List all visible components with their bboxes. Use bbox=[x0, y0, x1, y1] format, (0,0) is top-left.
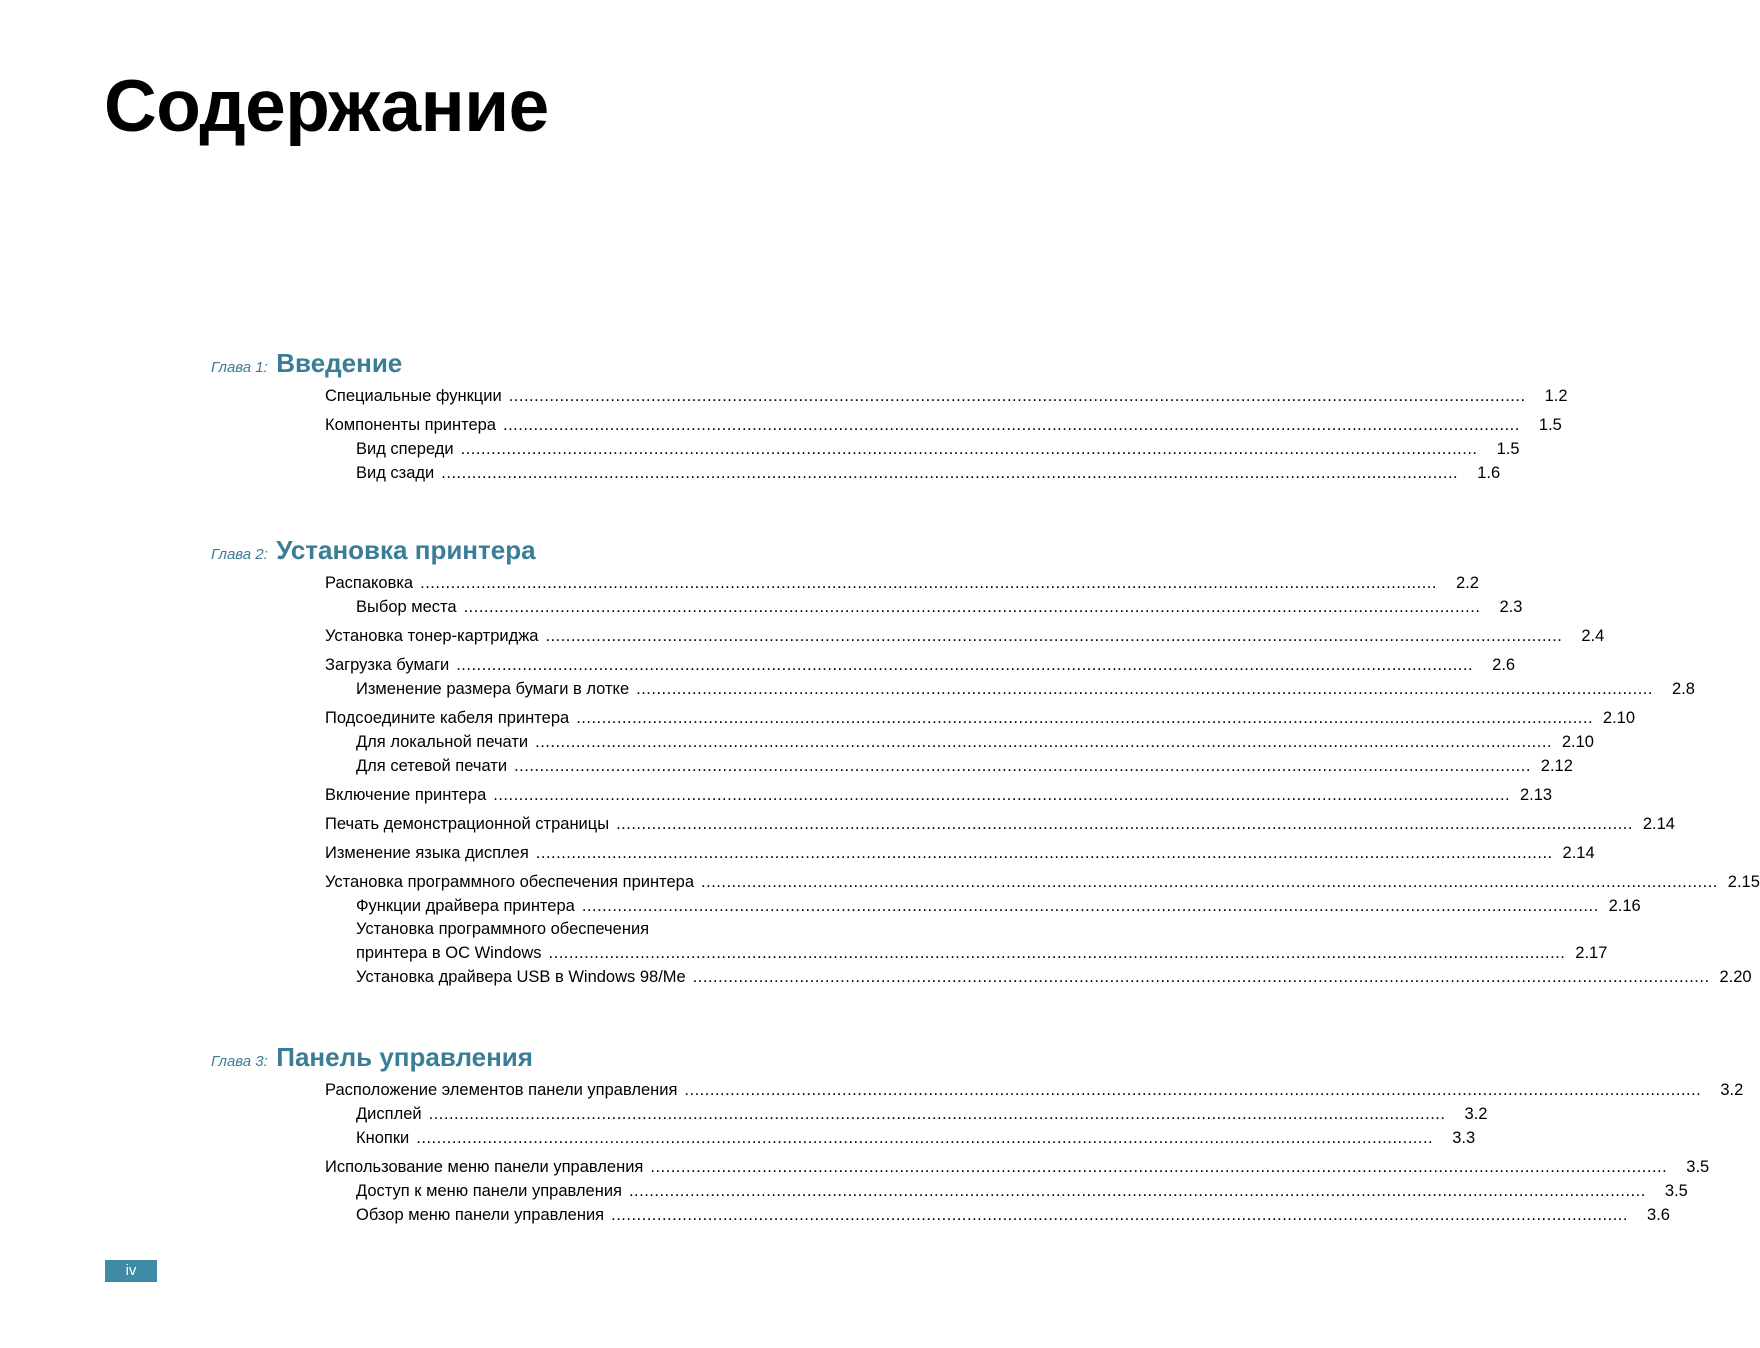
chapter-heading bbox=[211, 1042, 838, 1078]
toc-entry-page: 1.5 bbox=[1496, 440, 1520, 458]
chapter-title[interactable]: Введение bbox=[276, 348, 403, 378]
dot-leader: ........................................................................................................................................................................................................ bbox=[636, 680, 1653, 698]
toc-entry-page: 3.2 bbox=[1464, 1105, 1488, 1123]
toc-entry-title: Компоненты принтера bbox=[325, 416, 496, 434]
toc-entry-title: Включение принтера bbox=[325, 786, 487, 804]
dot-leader: ........................................................................................................................................................................................................ bbox=[420, 574, 1437, 592]
dot-leader: ........................................................................................................................................................................................................ bbox=[581, 897, 1599, 915]
toc-subentry[interactable] bbox=[211, 677, 1695, 701]
chapter-heading bbox=[211, 348, 838, 384]
toc-entry-title: Специальные функции bbox=[325, 387, 502, 405]
dot-leader: ........................................................................................................................................................................................................ bbox=[428, 1105, 1446, 1123]
toc-entry[interactable] bbox=[211, 571, 1479, 595]
chapter-2 bbox=[211, 535, 1760, 994]
toc-entry-title: Печать демонстрационной страницы bbox=[325, 815, 610, 833]
dot-leader: ........................................................................................................................................................................................................ bbox=[545, 627, 1563, 645]
toc-entry-page: 3.5 bbox=[1664, 1182, 1688, 1200]
toc-entry[interactable] bbox=[211, 624, 1605, 648]
chapter-heading bbox=[211, 535, 838, 571]
toc-entry-title: принтера в ОС Windows bbox=[356, 944, 542, 962]
dot-leader: ........................................................................................................................................................................................................ bbox=[503, 416, 1520, 434]
toc-entry-title: Доступ к меню панели управления bbox=[356, 1182, 622, 1200]
toc-entry-title: Дисплей bbox=[356, 1105, 422, 1123]
toc-entry-title: Загрузка бумаги bbox=[325, 656, 450, 674]
chapter-3 bbox=[211, 1042, 1744, 1232]
toc-subentry[interactable] bbox=[211, 730, 1594, 754]
chapter-title[interactable]: Панель управления bbox=[276, 1042, 533, 1072]
dot-leader: ........................................................................................................................................................................................................ bbox=[611, 1206, 1628, 1224]
dot-leader: ........................................................................................................................................................................................................ bbox=[692, 968, 1710, 986]
dot-leader: ........................................................................................................................................................................................................ bbox=[684, 1081, 1702, 1099]
toc-subentry[interactable] bbox=[211, 1203, 1670, 1227]
dot-leader: ........................................................................................................................................................................................................ bbox=[460, 440, 1478, 458]
dot-leader: ........................................................................................................................................................................................................ bbox=[548, 944, 1566, 962]
toc-entry-page: 3.3 bbox=[1452, 1129, 1476, 1147]
dot-leader: ........................................................................................................................................................................................................ bbox=[493, 786, 1511, 804]
toc-entry-page: 2.13 bbox=[1520, 786, 1553, 804]
toc-entry[interactable] bbox=[211, 384, 1568, 408]
toc-subentry[interactable] bbox=[211, 754, 1573, 778]
toc-entry-title: Установка драйвера USB в Windows 98/Me bbox=[356, 968, 686, 986]
dot-leader: ........................................................................................................................................................................................................ bbox=[576, 709, 1594, 727]
toc-subentry[interactable] bbox=[211, 1179, 1688, 1203]
toc-entry[interactable] bbox=[211, 841, 1595, 865]
chapter-label: Глава 3: bbox=[211, 1053, 268, 1070]
toc-entry[interactable] bbox=[211, 653, 1516, 677]
toc-entry-page: 1.5 bbox=[1538, 416, 1562, 434]
toc-entry-title: Использование меню панели управления bbox=[325, 1158, 644, 1176]
toc-entry-page: 2.12 bbox=[1540, 757, 1573, 775]
toc-entry-page: 2.3 bbox=[1499, 598, 1523, 616]
toc-entry-page: 2.17 bbox=[1575, 944, 1608, 962]
toc-entry-title: Обзор меню панели управления bbox=[356, 1206, 605, 1224]
toc-entry-title: Кнопки bbox=[356, 1129, 410, 1147]
toc-subentry[interactable] bbox=[211, 595, 1523, 619]
toc-entry[interactable] bbox=[211, 783, 1553, 807]
toc-subentry[interactable] bbox=[211, 965, 1752, 989]
toc-entry-title: Распаковка bbox=[325, 574, 414, 592]
toc-entry[interactable] bbox=[211, 812, 1675, 836]
toc-subentry[interactable] bbox=[211, 941, 1608, 965]
toc-entry[interactable] bbox=[211, 1155, 1710, 1179]
toc-entry-title: Установка тонер-картриджа bbox=[325, 627, 539, 645]
dot-leader: ........................................................................................................................................................................................................ bbox=[416, 1129, 1434, 1147]
toc-entry-page: 1.6 bbox=[1477, 464, 1501, 482]
toc-entry[interactable] bbox=[211, 706, 1636, 730]
toc-subentry[interactable] bbox=[211, 461, 1501, 485]
toc-entry-page: 2.8 bbox=[1672, 680, 1695, 698]
chapter-label: Глава 1: bbox=[211, 359, 268, 376]
dot-leader: ........................................................................................................................................................................................................ bbox=[441, 464, 1459, 482]
dot-leader: ........................................................................................................................................................................................................ bbox=[508, 387, 1526, 405]
dot-leader: ........................................................................................................................................................................................................ bbox=[463, 598, 1481, 616]
toc-entry-page: 2.10 bbox=[1561, 733, 1594, 751]
toc-entry-page: 1.2 bbox=[1544, 387, 1568, 405]
toc-entry-title: Изменение размера бумаги в лотке bbox=[356, 680, 630, 698]
toc-entry-page: 2.15 bbox=[1727, 873, 1760, 891]
page-number-badge: iv bbox=[105, 1260, 157, 1282]
toc-entry[interactable] bbox=[211, 870, 1760, 894]
toc-entry-title: Выбор места bbox=[356, 598, 457, 616]
dot-leader: ........................................................................................................................................................................................................ bbox=[514, 757, 1531, 775]
toc-entry-page: 3.2 bbox=[1720, 1081, 1744, 1099]
chapter-title[interactable]: Установка принтера bbox=[276, 535, 536, 565]
toc-entry-page: 2.4 bbox=[1581, 627, 1605, 645]
toc-entry-page: 3.6 bbox=[1647, 1206, 1670, 1224]
dot-leader: ........................................................................................................................................................................................................ bbox=[456, 656, 1474, 674]
toc-entry-page: 2.14 bbox=[1562, 844, 1595, 862]
toc-entry[interactable] bbox=[211, 413, 1562, 437]
toc-entry-title: Изменение языка дисплея bbox=[325, 844, 529, 862]
toc-entry-title: Для локальной печати bbox=[356, 733, 529, 751]
toc-entry-page: 2.20 bbox=[1719, 968, 1752, 986]
dot-leader: ........................................................................................................................................................................................................ bbox=[535, 733, 1552, 751]
dot-leader: ........................................................................................................................................................................................................ bbox=[616, 815, 1633, 833]
toc-subentry[interactable] bbox=[211, 437, 1520, 461]
chapter-1 bbox=[211, 348, 1568, 490]
chapter-label: Глава 2: bbox=[211, 546, 268, 563]
toc-subentry[interactable] bbox=[211, 1102, 1488, 1126]
toc-entry-title: Подсоедините кабеля принтера bbox=[325, 709, 570, 727]
toc-entry-page: 2.2 bbox=[1456, 574, 1479, 592]
toc-entry-title: Для сетевой печати bbox=[356, 757, 508, 775]
toc-subentry[interactable] bbox=[211, 894, 1641, 918]
toc-subentry-title-line1[interactable]: Установка программного обеспечения bbox=[356, 920, 650, 938]
toc-entry-page: 2.6 bbox=[1492, 656, 1516, 674]
page-title: Содержание bbox=[104, 66, 549, 147]
toc-entry[interactable] bbox=[211, 1078, 1744, 1102]
toc-entry-title: Установка программного обеспечения принтера bbox=[325, 873, 695, 891]
dot-leader: ........................................................................................................................................................................................................ bbox=[701, 873, 1718, 891]
dot-leader: ........................................................................................................................................................................................................ bbox=[650, 1158, 1668, 1176]
toc-entry-page: 2.16 bbox=[1608, 897, 1641, 915]
toc-entry-title: Вид сзади bbox=[356, 464, 435, 482]
toc-entry-title: Расположение элементов панели управления bbox=[325, 1081, 678, 1099]
toc-entry-page: 2.14 bbox=[1642, 815, 1675, 833]
toc-entry-page: 2.10 bbox=[1602, 709, 1636, 727]
toc-subentry[interactable] bbox=[211, 1126, 1476, 1150]
toc-entry-title: Функции драйвера принтера bbox=[356, 897, 575, 915]
dot-leader: ........................................................................................................................................................................................................ bbox=[628, 1182, 1646, 1200]
dot-leader: ........................................................................................................................................................................................................ bbox=[535, 844, 1553, 862]
toc-entry-page: 3.5 bbox=[1686, 1158, 1710, 1176]
toc-entry-title: Вид спереди bbox=[356, 440, 454, 458]
